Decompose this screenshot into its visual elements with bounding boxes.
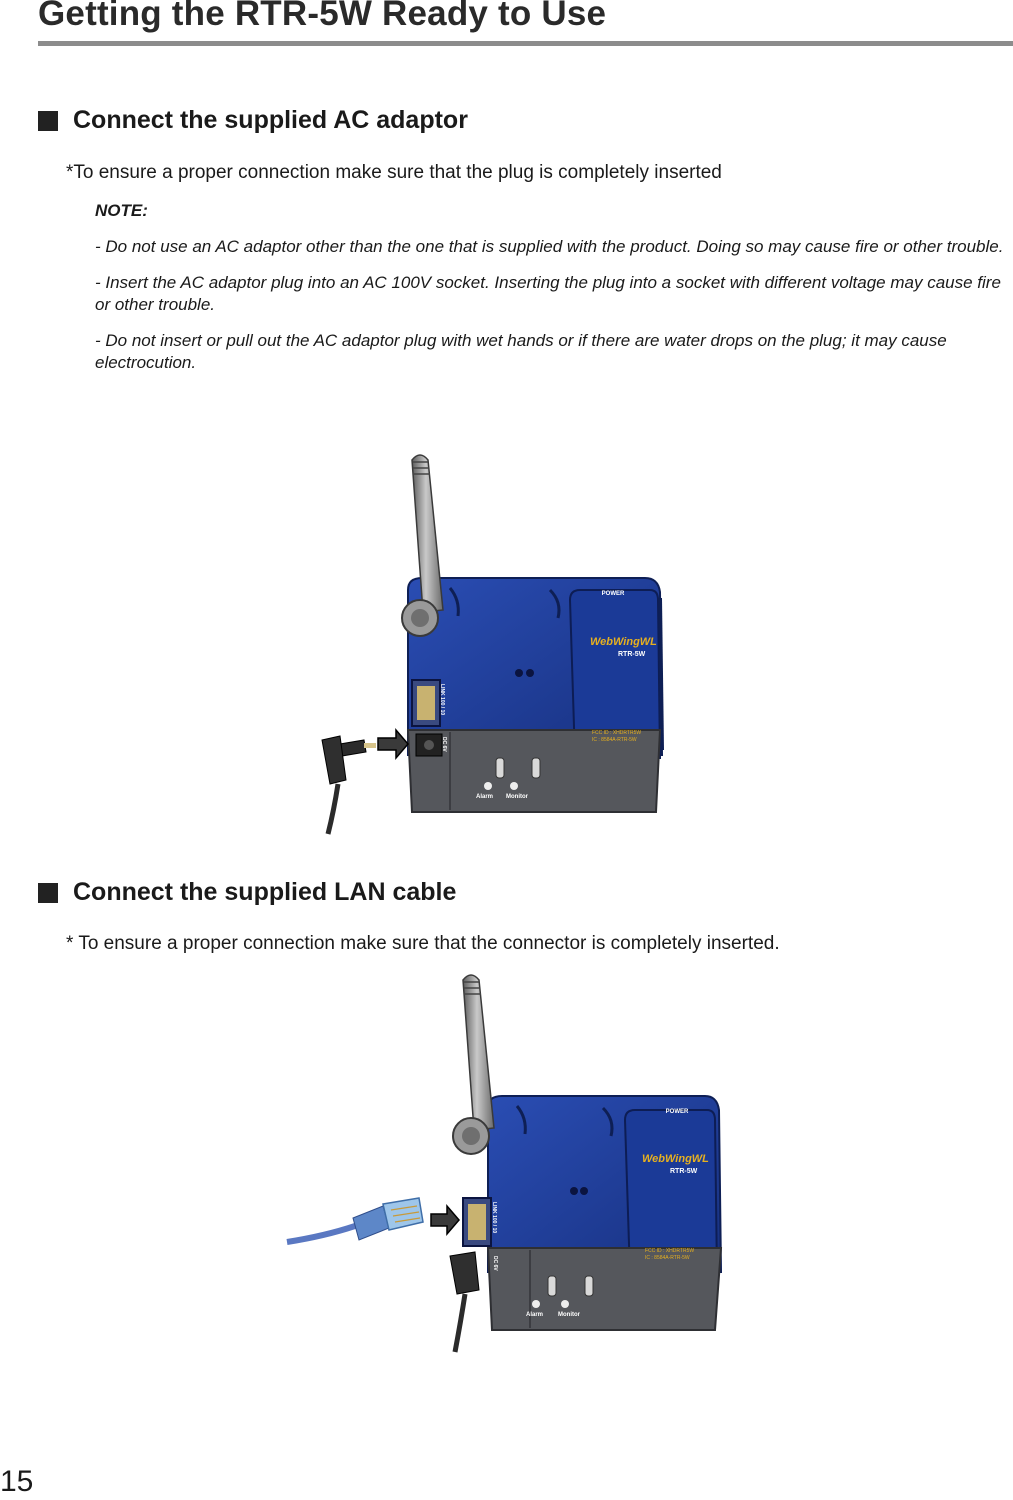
model-label: RTR-5W	[670, 1168, 698, 1175]
section-heading-text: Connect the supplied AC adaptor	[73, 106, 468, 134]
note-item: - Do not use an AC adaptor other than the one that is supplied with the product. Doing so may cause fire or other trouble.	[95, 237, 1004, 256]
ic-label: IC : 8584A-RTR-5W	[645, 1255, 690, 1261]
power-cable	[328, 784, 338, 834]
brand-logo: WebWingWL	[590, 636, 657, 648]
square-bullet-icon	[38, 111, 58, 131]
insert-arrow	[431, 1206, 459, 1234]
dc-plug-tip	[364, 743, 376, 748]
port-label: LINK 100 / 10	[439, 684, 445, 716]
page-title: Getting the RTR-5W Ready to Use	[38, 0, 607, 33]
brand-logo: WebWingWL	[642, 1153, 709, 1165]
fcc-label: FCC ID : XHDRTR5W	[645, 1248, 695, 1254]
section-heading-text: Connect the supplied LAN cable	[73, 878, 457, 906]
section-heading-lan-cable	[38, 878, 456, 907]
page-number: 15	[0, 1465, 34, 1498]
dc-label: DC 6V	[492, 1256, 498, 1271]
power-label: POWER	[601, 591, 625, 597]
section-heading-ac-adaptor	[38, 106, 468, 135]
insert-arrow	[378, 730, 408, 758]
note-label: NOTE:	[95, 201, 148, 220]
led-dot	[580, 1187, 588, 1195]
lan-instruction: * To ensure a proper connection make sure that the connector is completely inserted.	[66, 933, 780, 954]
ac-instruction: *To ensure a proper connection make sure that the plug is completely inserted	[66, 162, 722, 183]
lan-cable	[287, 1226, 355, 1242]
dc-label: DC 6V	[441, 737, 447, 752]
ac-adaptor-illustration	[300, 440, 680, 840]
ic-label: IC : 8584A-RTR-5W	[592, 737, 637, 743]
fcc-label: FCC ID : XHDRTR5W	[592, 730, 642, 736]
power-cable	[455, 1294, 465, 1352]
lan-boot	[353, 1206, 389, 1240]
monitor-button	[532, 758, 540, 778]
antenna	[463, 975, 494, 1130]
power-label: POWER	[665, 1109, 689, 1115]
dc-plug	[450, 1252, 479, 1294]
led-dot	[515, 669, 523, 677]
square-bullet-icon	[38, 883, 58, 903]
port-label: LINK 100 / 10	[491, 1202, 497, 1234]
lan-cable-illustration	[285, 960, 725, 1360]
title-rule	[38, 41, 1013, 46]
monitor-label: Monitor	[558, 1312, 580, 1318]
led-dot	[526, 669, 534, 677]
led-dot	[570, 1187, 578, 1195]
note-item: - Insert the AC adaptor plug into an AC 100V socket. Inserting the plug into a socket with different voltage may cause fire or other trouble.	[95, 273, 1001, 314]
monitor-button	[585, 1276, 593, 1296]
note-block	[95, 200, 1005, 388]
alarm-label: Alarm	[526, 1312, 544, 1318]
note-item: - Do not insert or pull out the AC adaptor plug with wet hands or if there are water drops on the plug; it may cause electrocution.	[95, 331, 947, 372]
alarm-button	[496, 758, 504, 778]
monitor-label: Monitor	[506, 794, 528, 800]
alarm-button	[548, 1276, 556, 1296]
model-label: RTR-5W	[618, 651, 646, 658]
alarm-label: Alarm	[476, 794, 494, 800]
